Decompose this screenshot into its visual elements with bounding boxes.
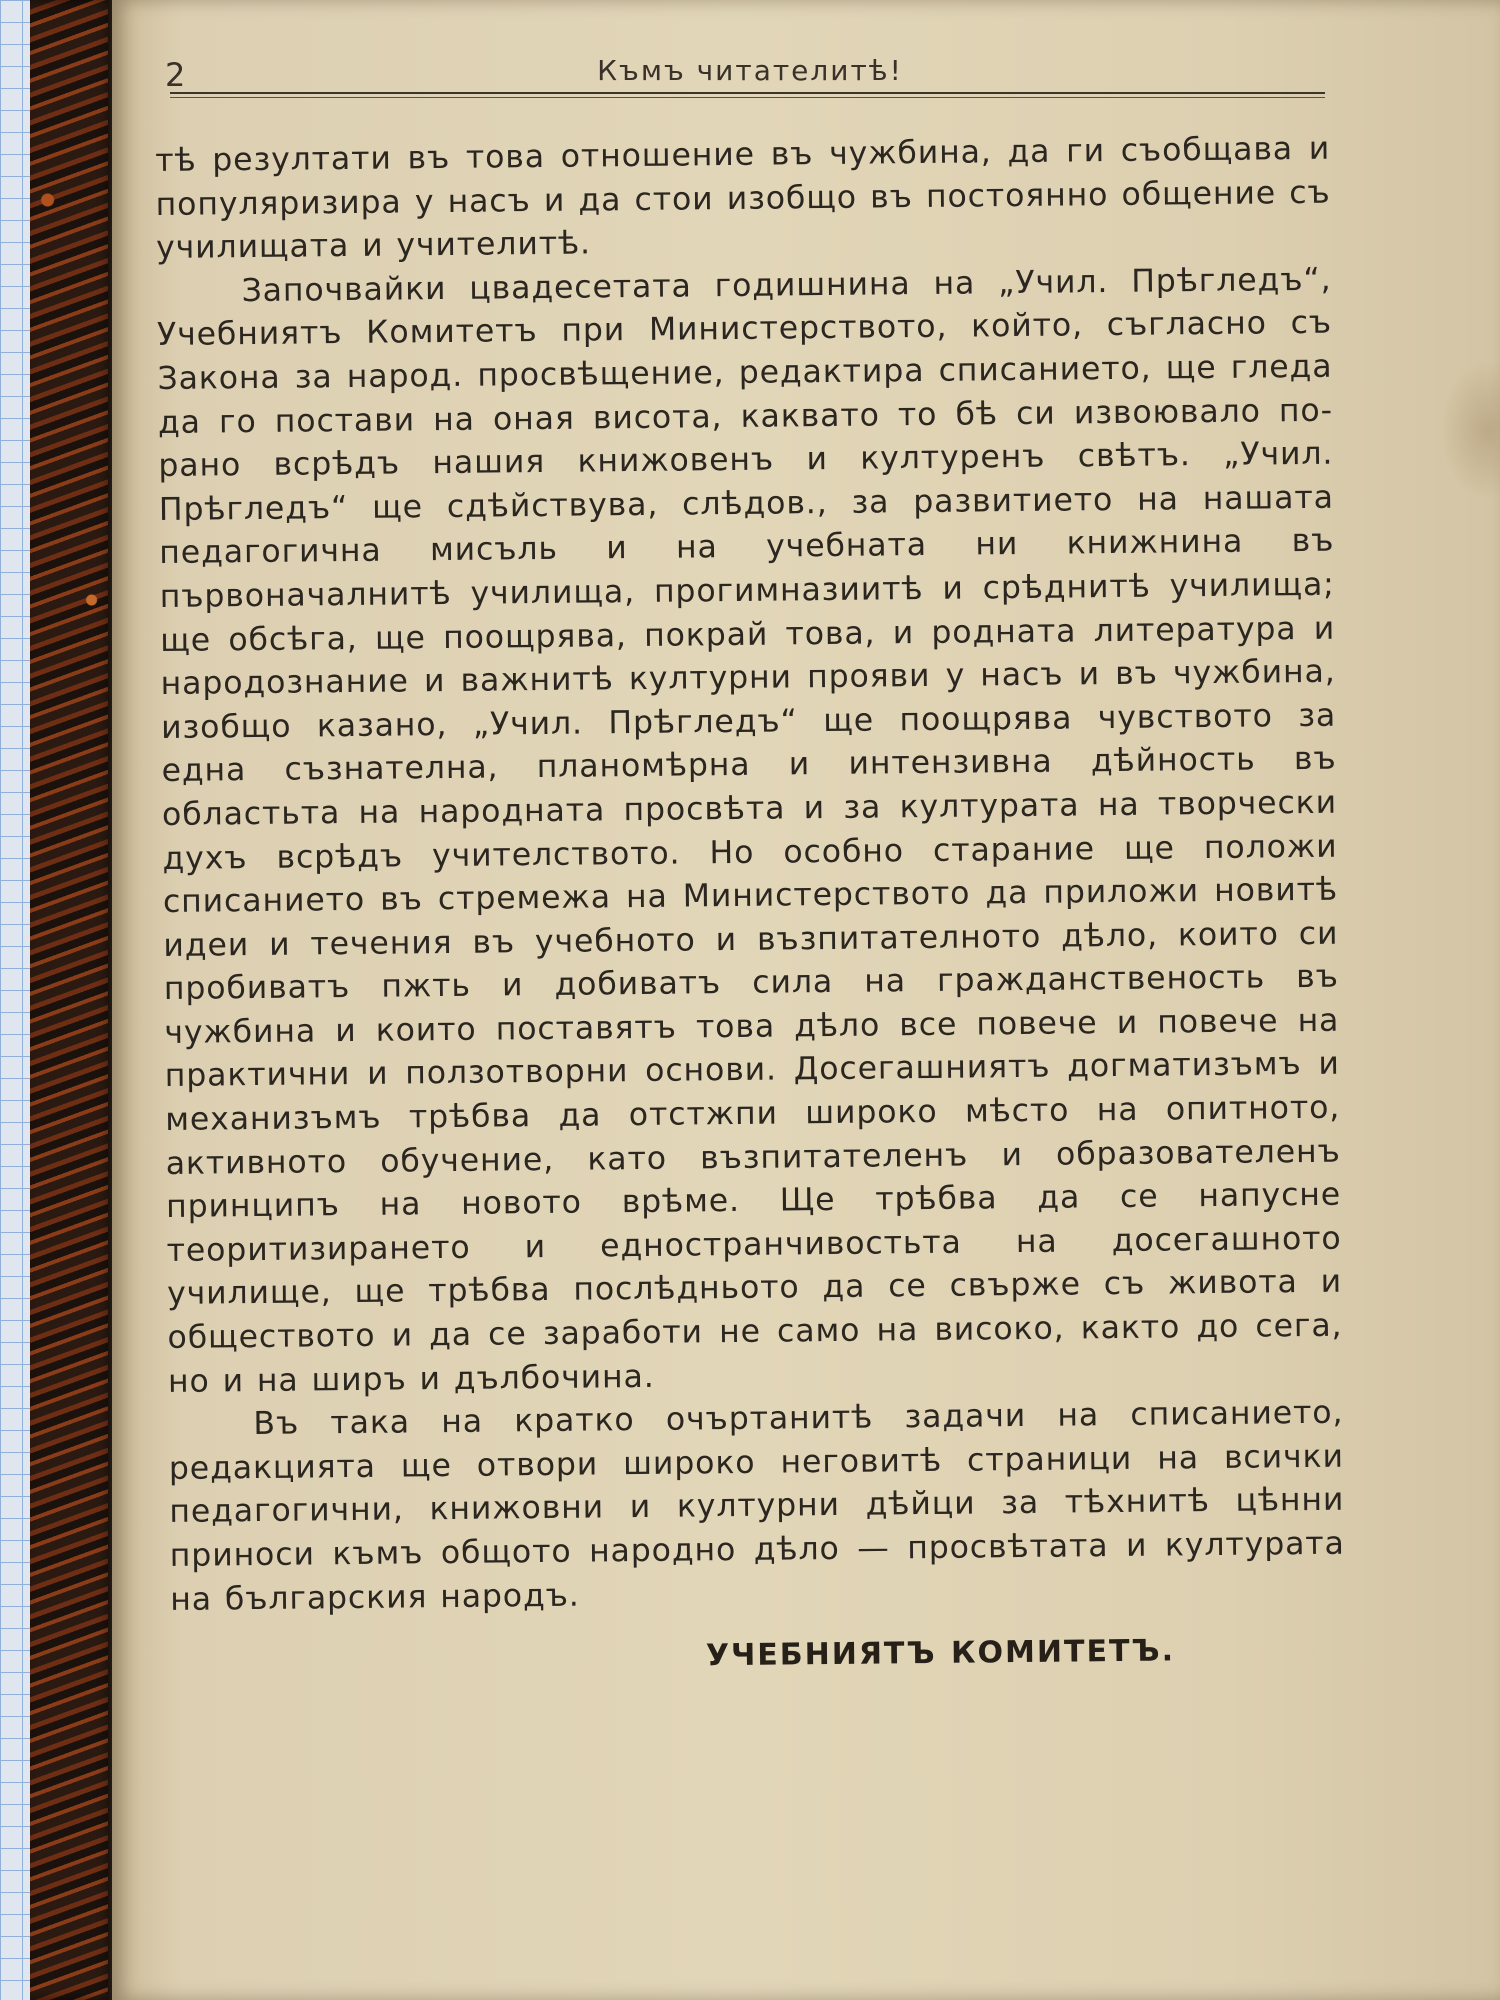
page-number: 2 [165,56,186,94]
book-cover-edge [30,0,118,2000]
paragraph-main: Започвайки цвадесетата годишнина на „Учил. Прѣгледъ“, Учебниятъ Комитетъ при Министерството, който, съгласно съ Закона за народ. просвѣщение, редактира списанието, ще гледа да го постави на оная висота, каквато то бѣ си извоювало по-рано всрѣдъ нашия книжовенъ и културенъ свѣтъ. „Учил. Прѣгледъ“ ще сдѣйствува, слѣдов., за развитието на нашата педагогична мисъль и на учебната ни книжнина въ първоначалнитѣ училища, прогимназиитѣ и срѣднитѣ училища; ще обсѣга, ще поощрява, покрай това, и родната литература и народознание и важнитѣ културни прояви у насъ и въ чужбина, изобщо казано, „Учил. Прѣгледъ“ ще поощрява чувството за една съзнателна, планомѣрна и интензивна дѣйность въ областьта на народната просвѣта и за културата на творчески духъ всрѣдъ учителството. Но особно старание ще положи списанието въ стремежа на Министерството да приложи новитѣ идеи и течения въ учебното и възпитателното дѣло, които си пробиватъ пжть и добиватъ сила на гражданственость въ чужбина и които поставятъ това дѣло все повече и повече на практични и ползотворни основи. Досегашниятъ догматизъмъ и механизъмъ трѣбва да отстжпи широко мѣсто на опитното, активното обучение, като възпитателенъ и образователенъ принципъ на новото врѣме. Ще трѣбва да се напусне теоритизирането и едностранчивостьта на досегашното училище, ще трѣбва послѣдньото да се свърже съ живота и обществото и да се заработи не само на високо, както до сега, но и на ширъ и дълбочина. [156,261,1343,1400]
article-body [155,128,1346,1684]
paragraph-continuation: тѣ резултати въ това отношение въ чужбина, да ги съобщава и популяризира у насъ и да стои изобщо въ постоянно общение съ училищата и учителитѣ. [155,130,1331,267]
running-title: Къмъ читателитѣ! [597,54,903,87]
header-rule [170,92,1325,94]
header-rule-thin [170,97,1325,98]
paragraph-closing: Въ така на кратко очъртанитѣ задачи на списанието, редакцията ще отвори широко неговитѣ страници на всички педагогични, книжовни и културни дѣйци за тѣхнитѣ цѣнни приноси къмъ общото народно дѣло — просвѣтата и културата на българския народъ. [168,1394,1345,1618]
page-stain [1440,360,1500,500]
signature: УЧЕБНИЯТЪ КОМИТЕТЪ. [705,1633,1176,1674]
